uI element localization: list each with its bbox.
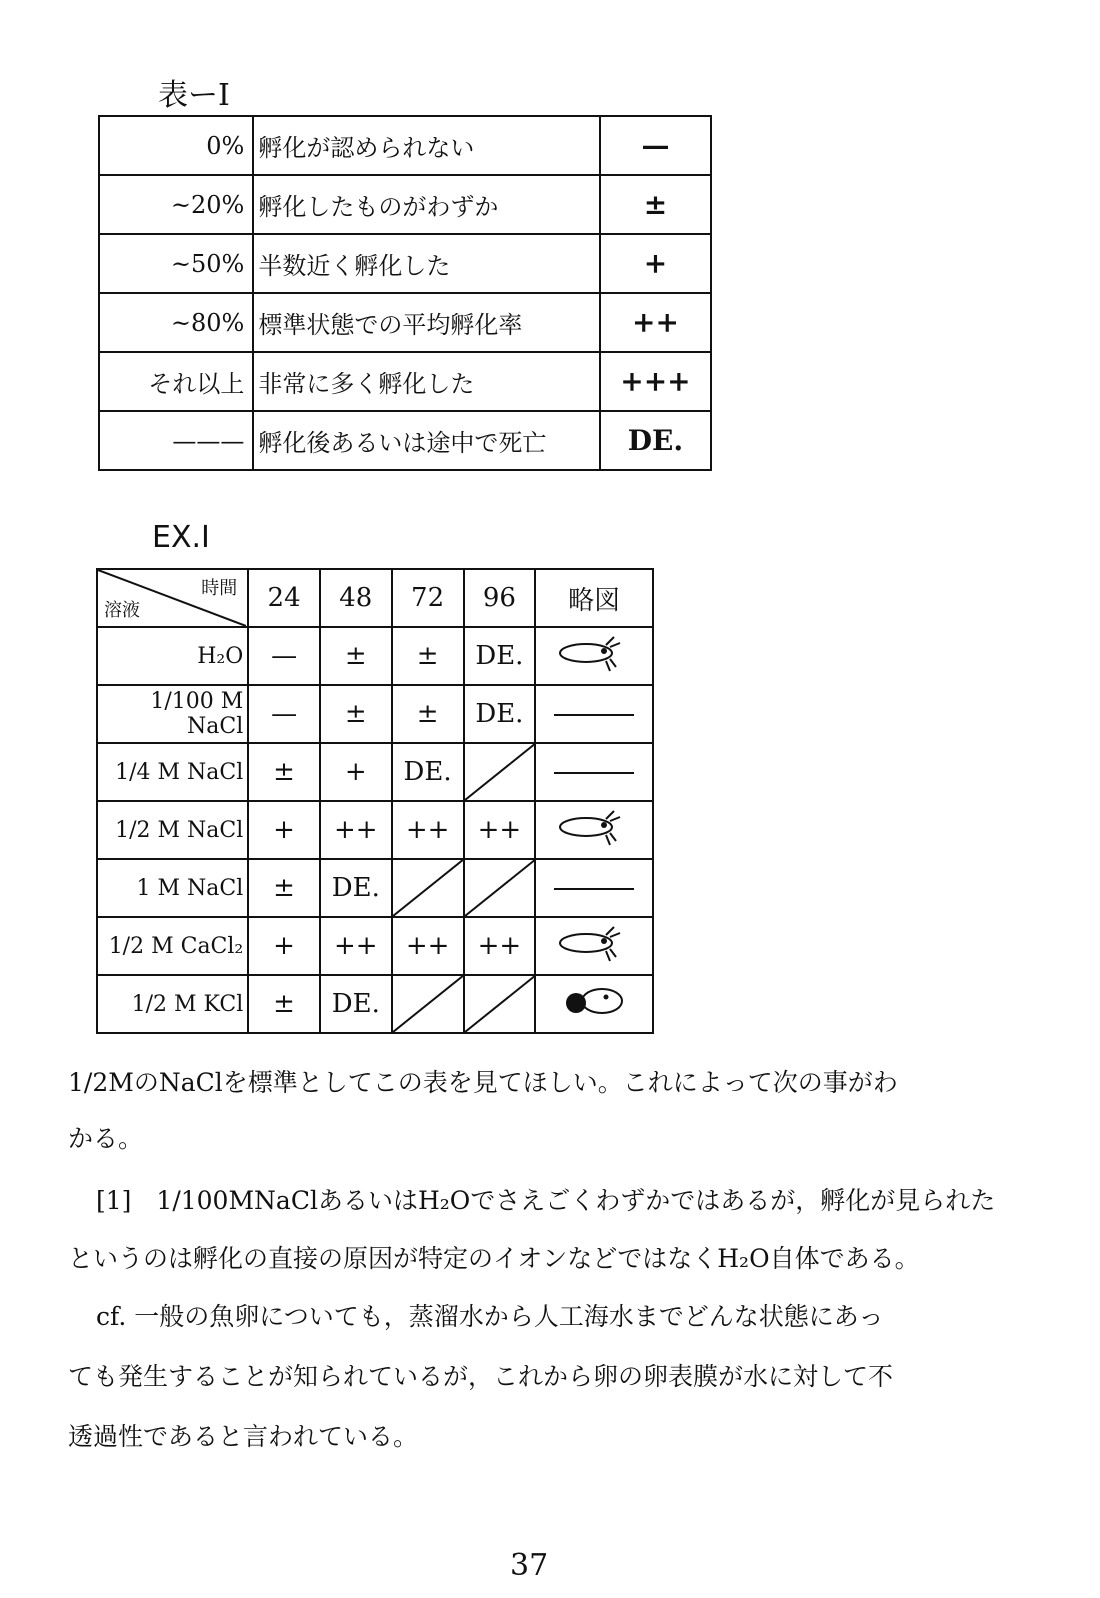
result-cell: + [248, 801, 320, 859]
header-sketch: 略図 [535, 569, 653, 627]
table-row [97, 917, 653, 975]
result-cell: DE. [392, 743, 464, 801]
table1-caption: 表ーI [158, 78, 230, 113]
result-cell: — [248, 627, 320, 685]
legend-symbol: ++ [600, 293, 711, 352]
fish-larva-sketch-icon [535, 801, 653, 859]
para-1a: 1/2MのNaClを標準としてこの表を見てほしい。これによって次の事がわ [68, 1068, 898, 1097]
result-cell: ± [392, 685, 464, 743]
legend-description: 非常に多く孵化した [253, 352, 600, 411]
table-row [97, 859, 653, 917]
legend-row [99, 116, 711, 175]
no-sketch-dash [535, 685, 653, 743]
table-row [97, 801, 653, 859]
result-cell: DE. [320, 975, 392, 1033]
para-3a: cf. 一般の魚卵についても，蒸溜水から人工海水までどんな状態にあっ [96, 1302, 884, 1331]
para-2b: というのは孵化の直接の原因が特定のイオンなどではなくH₂O自体である。 [68, 1244, 920, 1273]
header-row [97, 569, 653, 627]
legend-percent: ——— [99, 411, 253, 470]
result-cell: ++ [320, 917, 392, 975]
solution-cell: 1/4 M NaCl [97, 743, 248, 801]
empty-slash-cell [464, 859, 536, 917]
legend-row [99, 175, 711, 234]
result-cell: DE. [320, 859, 392, 917]
result-cell: + [248, 917, 320, 975]
no-sketch-dash [535, 743, 653, 801]
solution-cell: 1/2 M KCl [97, 975, 248, 1033]
legend-symbol: DE. [600, 411, 711, 470]
table-row [97, 685, 653, 743]
legend-percent: ~20% [99, 175, 253, 234]
result-cell: ± [248, 859, 320, 917]
legend-symbol: ± [600, 175, 711, 234]
table2-caption: EX.I [152, 520, 210, 555]
legend-row [99, 234, 711, 293]
legend-percent: ~80% [99, 293, 253, 352]
slash-icon [465, 976, 535, 1032]
page-number: 37 [510, 1548, 549, 1583]
result-cell: ++ [392, 801, 464, 859]
result-cell: ± [248, 975, 320, 1033]
result-cell: — [248, 685, 320, 743]
slash-icon [465, 860, 535, 916]
solution-header: 溶液 [104, 600, 140, 621]
fish-larva-sketch-icon [535, 917, 653, 975]
time-header: 時間 [201, 578, 238, 599]
legend-row [99, 411, 711, 470]
solution-cell: 1/2 M CaCl₂ [97, 917, 248, 975]
result-cell: ± [248, 743, 320, 801]
legend-symbol: +++ [600, 352, 711, 411]
header-72: 72 [392, 569, 464, 627]
slash-icon [465, 744, 535, 800]
solution-cell: 1 M NaCl [97, 859, 248, 917]
legend-symbol: — [600, 116, 711, 175]
experiment-table [96, 568, 654, 1034]
hatch-legend-table [98, 115, 712, 471]
empty-slash-cell [464, 975, 536, 1033]
table-row [97, 975, 653, 1033]
slash-icon [393, 976, 463, 1032]
solution-cell: 1/100 M NaCl [97, 685, 248, 743]
empty-slash-cell [392, 859, 464, 917]
empty-slash-cell [392, 975, 464, 1033]
legend-description: 孵化が認められない [253, 116, 600, 175]
egg-sketch-icon [535, 975, 653, 1033]
result-cell: ++ [464, 801, 536, 859]
header-48: 48 [320, 569, 392, 627]
empty-slash-cell [464, 743, 536, 801]
corner-header-cell [97, 569, 248, 627]
header-96: 96 [464, 569, 536, 627]
result-cell: ± [320, 685, 392, 743]
para-2a: [1] 1/100MNaClあるいはH₂Oでさえごくわずかではあるが，孵化が見られた [96, 1186, 996, 1215]
fish-larva-sketch-icon [535, 627, 653, 685]
result-cell: ++ [464, 917, 536, 975]
para-3c: 透過性であると言われている。 [68, 1422, 419, 1451]
slash-icon [393, 860, 463, 916]
legend-description: 孵化後あるいは途中で死亡 [253, 411, 600, 470]
header-24: 24 [248, 569, 320, 627]
result-cell: + [320, 743, 392, 801]
para-1b: かる。 [68, 1124, 144, 1153]
legend-description: 半数近く孵化した [253, 234, 600, 293]
legend-description: 孵化したものがわずか [253, 175, 600, 234]
legend-description: 標準状態での平均孵化率 [253, 293, 600, 352]
legend-row [99, 352, 711, 411]
table-row [97, 743, 653, 801]
legend-percent: 0% [99, 116, 253, 175]
result-cell: DE. [464, 627, 536, 685]
result-cell: ++ [392, 917, 464, 975]
legend-percent: ~50% [99, 234, 253, 293]
no-sketch-dash [535, 859, 653, 917]
solution-cell: 1/2 M NaCl [97, 801, 248, 859]
result-cell: DE. [464, 685, 536, 743]
solution-cell: H₂O [97, 627, 248, 685]
legend-symbol: + [600, 234, 711, 293]
result-cell: ± [392, 627, 464, 685]
table-row [97, 627, 653, 685]
legend-row [99, 293, 711, 352]
para-3b: ても発生することが知られているが，これから卵の卵表膜が水に対して不 [68, 1362, 894, 1391]
result-cell: ++ [320, 801, 392, 859]
result-cell: ± [320, 627, 392, 685]
legend-percent: それ以上 [99, 352, 253, 411]
